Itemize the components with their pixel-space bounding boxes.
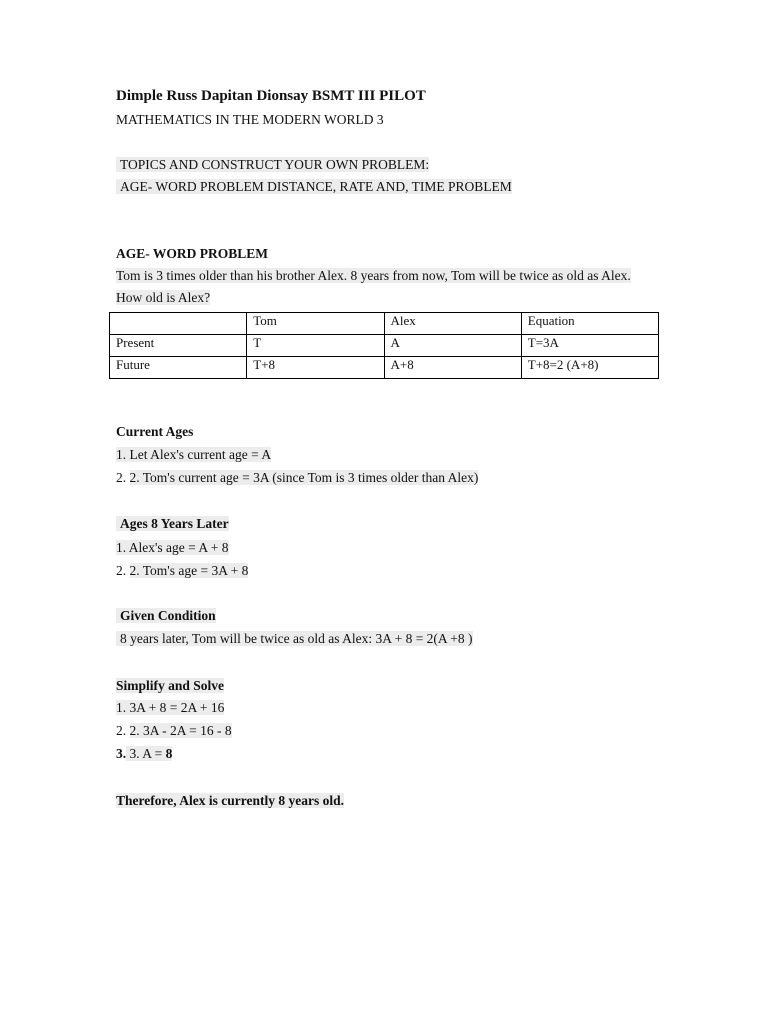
problem-heading: AGE- WORD PROBLEM <box>116 246 269 261</box>
table-cell: A <box>384 335 521 357</box>
table-cell: T+8=2 (A+8) <box>521 357 658 379</box>
later-ages-item-2-text: 2. Tom's age = 3A + 8 <box>129 563 249 578</box>
table-row <box>110 335 659 357</box>
solve-heading <box>116 677 224 695</box>
later-ages-item-1 <box>116 539 229 557</box>
table-header-cell: Alex <box>384 313 521 335</box>
topics-line-2-text: AGE- WORD PROBLEM DISTANCE, RATE AND, TIME PROBLEM <box>116 179 512 194</box>
table-cell: T=3A <box>521 335 658 357</box>
solve-item-1-text: 1. 3A + 8 = 2A + 16 <box>116 700 225 715</box>
table-header-cell: Tom <box>247 313 384 335</box>
table-header-cell: Equation <box>521 313 658 335</box>
conclusion <box>116 792 344 810</box>
condition-text-value: 8 years later, Tom will be twice as old as Alex: 3A + 8 = 2(A +8 ) <box>116 631 473 646</box>
list-number: 2. <box>116 563 130 578</box>
solve-item-2 <box>116 722 232 740</box>
later-ages-heading-text: Ages 8 Years Later <box>116 516 229 531</box>
later-ages-heading <box>116 515 229 533</box>
conclusion-text: Therefore, Alex is currently 8 years old. <box>116 793 344 808</box>
table-cell: Future <box>110 357 247 379</box>
table-cell: A+8 <box>384 357 521 379</box>
solve-item-2-text: 2. 3A - 2A = 16 - 8 <box>129 723 232 738</box>
table-row <box>110 357 659 379</box>
later-ages-item-1-text: 1. Alex's age = A + 8 <box>116 540 229 555</box>
table-header-row <box>110 313 659 335</box>
condition-heading <box>116 607 216 625</box>
problem-text-1: Tom is 3 times older than his brother Alex. 8 years from now, Tom will be twice as old as Alex. <box>116 268 631 283</box>
table-cell: Present <box>110 335 247 357</box>
problem-text-line-1 <box>116 267 631 285</box>
table-cell: T <box>247 335 384 357</box>
table-header-cell <box>110 313 247 335</box>
later-ages-item-2 <box>116 562 248 580</box>
list-number: 3. <box>116 746 127 761</box>
current-ages-item-1 <box>116 446 271 464</box>
solve-heading-text: Simplify and Solve <box>116 678 225 693</box>
table-cell: T+8 <box>247 357 384 379</box>
author-line: Dimple Russ Dapitan Dionsay BSMT III PILOT <box>116 88 426 104</box>
solve-item-3-text: 3. A = <box>126 746 166 761</box>
current-ages-item-2 <box>116 469 478 487</box>
solve-item-1 <box>116 699 224 717</box>
problem-text-line-2 <box>116 289 210 307</box>
list-number: 2. <box>116 470 130 485</box>
condition-heading-text: Given Condition <box>116 608 216 623</box>
current-ages-heading: Current Ages <box>116 424 194 439</box>
topics-line-1-text: TOPICS AND CONSTRUCT YOUR OWN PROBLEM: <box>116 157 429 172</box>
current-ages-item-2-text: 2. Tom's current age = 3A (since Tom is 3 times older than Alex) <box>129 470 479 485</box>
topics-line-1 <box>116 156 429 174</box>
list-number: 2. <box>116 723 130 738</box>
solve-item-3 <box>116 745 172 763</box>
age-table <box>109 312 659 379</box>
condition-text <box>116 630 473 648</box>
solve-item-3-value: 8 <box>165 746 173 761</box>
problem-text-2: How old is Alex? <box>116 290 211 305</box>
course-title: MATHEMATICS IN THE MODERN WORLD 3 <box>116 112 384 127</box>
topics-line-2 <box>116 178 512 196</box>
current-ages-item-1-text: 1. Let Alex's current age = A <box>116 447 272 462</box>
